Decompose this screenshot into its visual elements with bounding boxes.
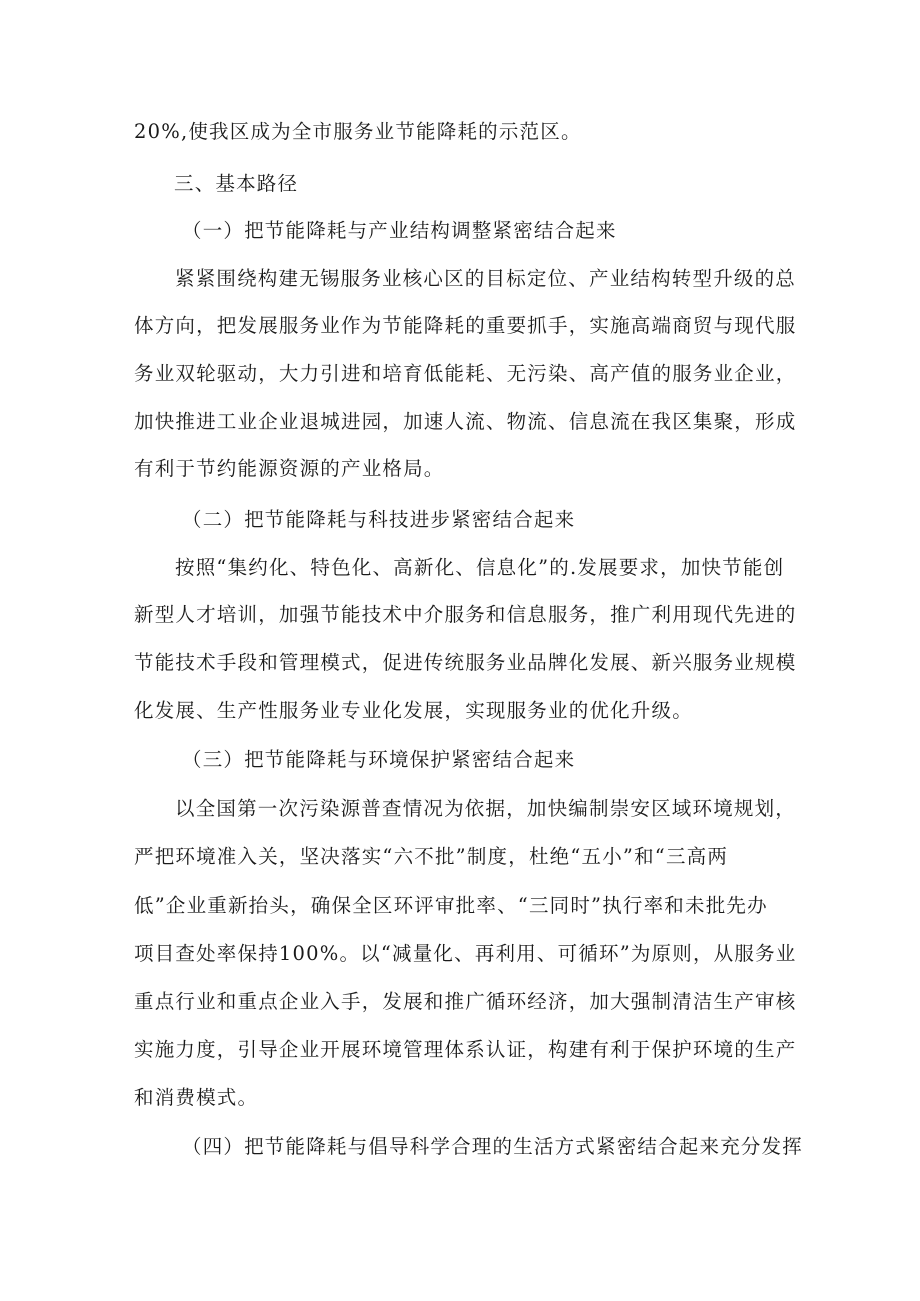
text-line: 节能技术手段和管理模式，促进传统服务业品牌化发展、新兴服务业规模 — [134, 651, 797, 674]
text-line: 有利于节约能源资源的产业格局。 — [134, 457, 445, 480]
subsection-heading: （四）把节能降耗与倡导科学合理的生活方式紧密结合起来充分发挥 — [182, 1135, 804, 1158]
text-line: 新型人才培训，加强节能技术中介服务和信息服务，推广利用现代先进的 — [134, 603, 797, 626]
section-heading: 三、基本路径 — [174, 172, 299, 195]
subsection-heading: （二）把节能降耗与科技进步紧密结合起来 — [182, 508, 576, 531]
text-line: 严把环境准入关，坚决落实“六不批”制度，杜绝“五小”和“三高两 — [134, 845, 729, 868]
text-line: 20%,使我区成为全市服务业节能降耗的示范区。 — [134, 120, 582, 143]
text-line: 紧紧围绕构建无锡服务业核心区的目标定位、产业结构转型升级的总 — [175, 267, 797, 290]
text-line: 和消费模式。 — [134, 1086, 259, 1109]
text-line: 实施力度，引导企业开展环境管理体系认证，构建有利于保护环境的生产 — [134, 1038, 797, 1061]
text-line: 以全国第一次污染源普查情况为依据，加快编制崇安区域环境规划， — [175, 797, 797, 820]
text-line: 化发展、生产性服务业专业化发展，实现服务业的优化升级。 — [134, 699, 693, 722]
text-line: 体方向，把发展服务业作为节能降耗的重要抓手，实施高端商贸与现代服 — [134, 314, 797, 337]
text-line: 务业双轮驱动，大力引进和培育低能耗、无污染、高产值的服务业企业， — [134, 362, 797, 385]
subsection-heading: （一）把节能降耗与产业结构调整紧密结合起来 — [182, 219, 617, 242]
text-line: 项目查处率保持100%。以“减量化、再利用、可循环”为原则，从服务业 — [134, 942, 797, 965]
text-line: 低”企业重新抬头，确保全区环评审批率、“三同时”执行率和未批先办 — [134, 894, 768, 917]
subsection-heading: （三）把节能降耗与环境保护紧密结合起来 — [182, 748, 576, 771]
text-line: 按照“集约化、特色化、高新化、信息化”的.发展要求，加快节能创 — [175, 556, 785, 579]
text-line: 加快推进工业企业退城进园，加速人流、物流、信息流在我区集聚，形成 — [134, 410, 797, 433]
text-line: 重点行业和重点企业入手，发展和推广循环经济，加大强制清洁生产审核 — [134, 990, 797, 1013]
